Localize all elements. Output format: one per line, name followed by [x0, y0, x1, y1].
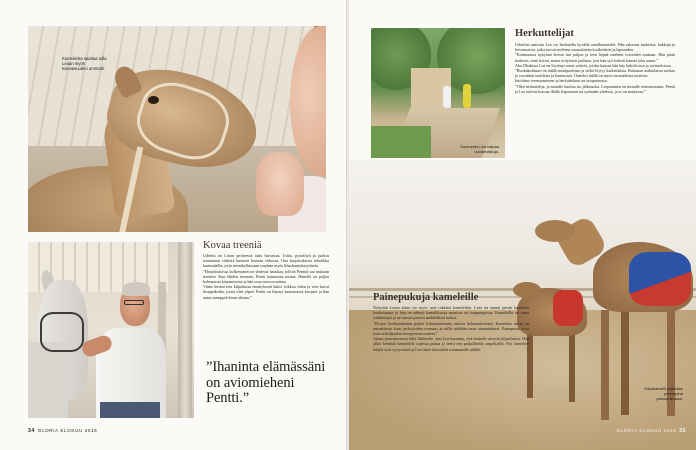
body-paragraph: Abu Dhabissa Lea on löytänyt uusia ystäviä, joiden kanssa hän käy kahviloissa ja ravintoloissa. [515, 62, 672, 68]
garden-photo [371, 28, 505, 158]
camel-leg [569, 332, 575, 402]
garden-photo-caption: Suomesta Lea kaipaa vuodenaikoja. [460, 144, 499, 154]
treats-body-text [515, 42, 675, 94]
body-paragraph: ”Harjoituksissa kulkeminen on yhdessä hauskaa, jolloin Penttiä saa mukaan treeniin. Kun lähden treenata, Pentti kannustaa minua. Hänellä on paljon kokemusta kisaamisesta ja hän osaa neuvoa minua. [203, 268, 329, 285]
body-paragraph: Ajatus painopuvuista lähti liikkeelle, kun Lea huomasi, että kamelit väsyvät kilpailuissa. Hän alkoi kehittää kameleille sopivaa pukua ja teetti sen paikallisella ompelijalla. Nyt kamelien tekijät ovat tyytyväisiä ja Lea tekee tilaustöitä useammalle tallille. [373, 336, 529, 352]
body-paragraph: ”Olen herkuttelija, ja minulle kuuluu iso jälkiruoka. Leipominen on minulle rentoutumista. Pentti ja Lea tulevat kotona illalla leipomaan tai syömään yhdessä, ja se on mukavaa.” [515, 83, 675, 94]
man-glasses [124, 300, 144, 305]
man-horse-photo [28, 242, 194, 418]
man-hair [122, 282, 150, 296]
left-page [0, 0, 347, 450]
garden-person [443, 86, 451, 108]
section-heading-pressure-suits: Painepukuja kameleille [373, 292, 479, 303]
body-paragraph: Urheilun ansiosta Lea voi herkutella hyvällä omallatunnolla. Hän rakastaa makeisia, kakkuja ja leivonnaisia, jotka tuovat mieleen suomalaisen kotikeittiön ja lapsuuden. [515, 42, 675, 53]
horse-neck [28, 342, 68, 418]
camel-woman-photo [28, 26, 326, 232]
body-paragraph: Intohimo treenaamiseen ja herkutteluun on tasapainossa. [515, 78, 608, 84]
folio-left [28, 428, 97, 434]
garden-lawn [371, 126, 431, 158]
pressure-suits-body-text [373, 305, 529, 352]
training-body-text [203, 253, 329, 300]
large-camel-head [535, 220, 575, 242]
folio-right [617, 428, 686, 434]
magazine-issue: GLORIA ELOKUU 2016 [616, 428, 677, 433]
magazine-issue: GLORIA ELOKUU 2016 [37, 428, 98, 433]
right-page [349, 0, 696, 450]
camel-photo-caption: Kameleista saattaa tulla Leaan myös tulevaisuuden ammatti. [62, 56, 107, 72]
body-paragraph: ”Pystyn hyödyntämään paljon liikuntatietoutta omista kokemuksistani. Kamelien treeni on samanlaista kuin juoksijoiden treenaus ja niille tehdään omat suunnitelmat. Painopuvut ovat kuin urheilijoiden kompressiovaatteet.” [373, 320, 529, 337]
camel-leg [601, 310, 609, 420]
body-paragraph: Nykyään Leaan aikaa vie myös uusi rakkaus kameleihin. Leaa on saanut pestin kamelien kouluttajana ja hän on nähnyt kamelikisoja monissa eri kaupungeissa. Kameleilla on omat valmentajat ja ne saavat parasta mahdollista hoitoa. [373, 305, 529, 321]
section-heading-treats: Herkuttelijat [515, 28, 574, 39]
section-heading-training: Kovaa treeniä [203, 240, 262, 251]
small-camel-suit [553, 290, 583, 326]
page-number: 34 [28, 428, 35, 434]
body-paragraph: ”Kotimaassa nykyään leivon itse paljon ja teen leipää mieheni toiveiden mukaan. Hän pitää kaikesta, mitä leivon, mutta erityisesti pullasta, jota hän syö kahvin kanssa joka aamu.” [515, 52, 675, 63]
page-number: 35 [679, 428, 686, 434]
body-paragraph: ”Ruokakulttuuri on täällä monipuolinen ja sieltä löytyy kaikenlaista. Rakastan arabialaista ruokaa ja varsinkin taateleita ja hummusta. Onneksi täällä on myös suomalaisia tuotteita. [515, 68, 675, 79]
desert-photo-caption: Kilpakamelit palkitaan parempina painopukuissa. [644, 386, 683, 401]
large-camel-suit [629, 252, 691, 306]
garden-person [463, 84, 471, 108]
stable-pillar [178, 242, 192, 418]
camel-leg [621, 310, 629, 415]
body-paragraph: Urheilu on Leaan perheessä tuttu harrastus. Uutta, pyöräilyä ja juoksu treenataan viidestä kuuteen kertaan viikossa. Ona harjoituksista tekniikka kuntoudella, jotta treenikylkimaan saadaan myös lihaskuntoharjoittelu. [203, 253, 329, 269]
pull-quote: ”Ihaninta elämässäni on aviomieheni Pentti.” [206, 359, 326, 406]
horse-halter [40, 312, 84, 352]
small-camel-head [513, 282, 541, 298]
woman-hand [256, 152, 304, 216]
man-jeans [100, 402, 160, 418]
body-paragraph: Viime kesäni tein kilpailussa ennätykseni kaksi viikkoa sitten ja vein kuvat kisapaikoilta, joista olen ylpeä. Pentti on käynyt katsomassa kisojani ja hän antaa tsemppiä kisan aikana.” [203, 284, 329, 300]
